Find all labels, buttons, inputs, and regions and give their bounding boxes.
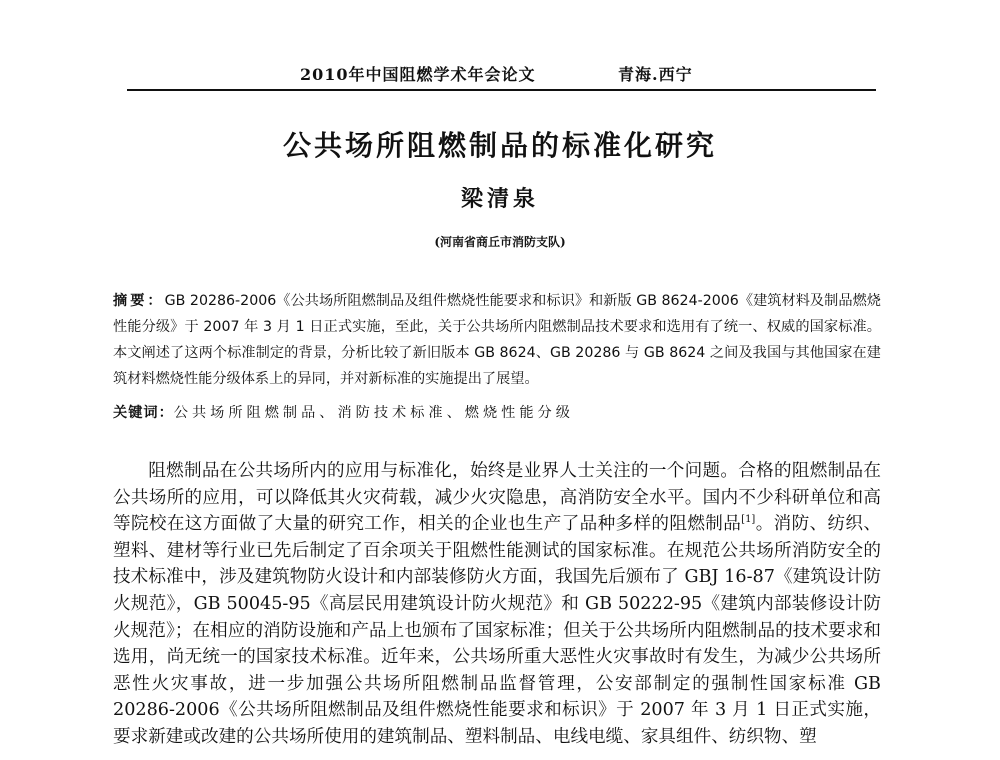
paper-title: 公共场所阻燃制品的标准化研究	[282, 129, 717, 162]
keywords-label: 关键词：	[113, 405, 174, 421]
conference-name: 2010年中国阻燃学术年会论文	[300, 65, 536, 84]
body-text-part1: 阻燃制品在公共场所内的应用与标准化，始终是业界人士关注的一个问题。合格的阻燃制品在公共场所的应用，可以降低其火灾荷载，减少火灾隐患，高消防安全水平。国内不少科研单位和高等院校在这方面做了大量的研究工作，相关的企业也生产了品种多样的阻燃制品	[113, 461, 881, 535]
keywords	[113, 401, 881, 425]
body-paragraph	[113, 458, 881, 751]
abstract-label: 摘要：	[113, 293, 165, 309]
keywords-text: 公共场所阻燃制品、消防技术标准、燃烧性能分级	[173, 405, 574, 421]
citation-ref[interactable]: [1]	[741, 514, 756, 526]
header-rule	[127, 89, 876, 91]
running-header	[0, 56, 1000, 92]
author-name: 梁清泉	[460, 186, 539, 212]
abstract	[113, 288, 881, 392]
body-text-part2: 。消防、纺织、塑料、建材等行业已先后制定了百余项关于阻燃性能测试的国家标准。在规范公共场所消防安全的技术标准中，涉及建筑物防火设计和内部装修防火方面，我国先后颁布了 GBJ 16-87《建筑设计防火规范》，GB 50045-95《高层民用建筑设计防火规范》和 GB 50222-95《建筑内部装修设计防火规范》；在相应的消防设施和产品上也颁布了国家标准；但关于公共场所内阻燃制品的技术要求和选用，尚无统一的国家技术标准。近年来，公共场所重大恶性火灾事故时有发生，为减少公共场所恶性火灾事故，进一步加强公共场所阻燃制品监督管理，公安部制定的强制性国家标准 GB 20286-2006《公共场所阻燃制品及组件燃烧性能要求和标识》于 2007 年 3 月 1 日正式实施，要求新建或改建的公共场所使用的建筑制品、塑料制品、电线电缆、家具组件、纺织物、塑	[113, 514, 881, 747]
author-affiliation: (河南省商丘市消防支队)	[434, 235, 566, 249]
conference-location: 青海.西宁	[618, 65, 693, 84]
abstract-text: GB 20286-2006《公共场所阻燃制品及组件燃烧性能要求和标识》和新版 GB 8624-2006《建筑材料及制品燃烧性能分级》于 2007 年 3 月 1 日正式实施，至此，关于公共场所内阻燃制品技术要求和选用有了统一、权威的国家标准。本文阐述了这两个标准制定的背景，分析比较了新旧版本 GB 8624、GB 20286 与 GB 8624 之间及我国与其他国家在建筑材料燃烧性能分级体系上的异同，并对新标准的实施提出了展望。	[113, 293, 881, 387]
